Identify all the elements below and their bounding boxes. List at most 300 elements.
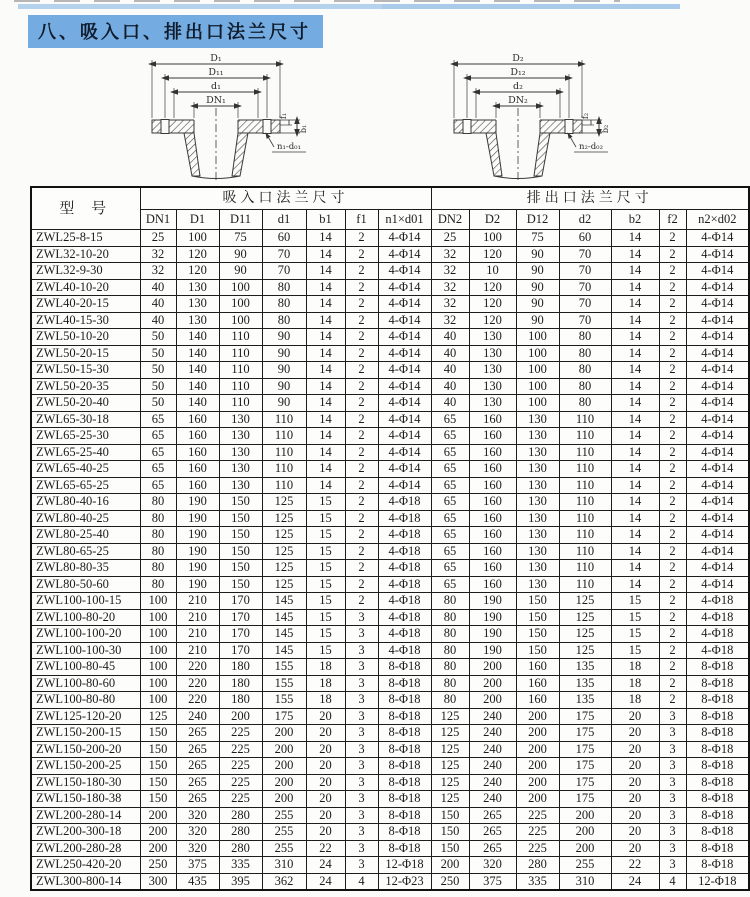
cell-d12: 130 — [516, 560, 559, 577]
cell-d2-outer: 160 — [469, 411, 516, 428]
cell-n1d01: 4-Φ14 — [378, 263, 431, 280]
cell-b2: 20 — [611, 824, 659, 841]
cell-d2-face: 80 — [559, 329, 611, 346]
cell-d2-outer: 120 — [469, 279, 516, 296]
cell-b1: 14 — [306, 230, 345, 247]
cell-n1d01: 4-Φ14 — [378, 329, 431, 346]
cell-model: ZWL80-65-25 — [31, 543, 140, 560]
header-d2-face: d2 — [559, 210, 611, 230]
flange-dimension-table — [30, 186, 750, 891]
cell-d1-outer: 190 — [176, 510, 219, 527]
cell-model: ZWL50-20-40 — [31, 395, 140, 412]
cell-dn1: 40 — [140, 279, 176, 296]
cell-d1-face: 70 — [262, 246, 306, 263]
cell-model: ZWL32-9-30 — [31, 263, 140, 280]
cell-b2: 20 — [611, 791, 659, 808]
cell-f1: 2 — [345, 329, 378, 346]
cell-n1d01: 4-Φ18 — [378, 626, 431, 643]
cell-model: ZWL25-8-15 — [31, 230, 140, 247]
cell-f1: 2 — [345, 560, 378, 577]
header-dn1: DN1 — [140, 210, 176, 230]
cell-d2-outer: 375 — [469, 873, 516, 890]
cell-d1-outer: 220 — [176, 659, 219, 676]
cell-d12: 200 — [516, 791, 559, 808]
cell-d2-face: 175 — [559, 774, 611, 791]
cell-d2-outer: 190 — [469, 626, 516, 643]
cell-d12: 90 — [516, 246, 559, 263]
dim-label-b1: b₁ — [299, 124, 308, 134]
cell-n1d01: 4-Φ14 — [378, 345, 431, 362]
page-title: 八、吸入口、排出口法兰尺寸 — [28, 15, 323, 48]
cell-n2d02: 8-Φ18 — [686, 824, 749, 841]
cell-n1d01: 4-Φ14 — [378, 230, 431, 247]
cell-d12: 90 — [516, 263, 559, 280]
cell-b1: 15 — [306, 560, 345, 577]
cell-dn1: 40 — [140, 296, 176, 313]
cell-model: ZWL100-80-80 — [31, 692, 140, 709]
cell-f1: 2 — [345, 461, 378, 478]
cell-d12: 225 — [516, 840, 559, 857]
cell-n2d02: 4-Φ14 — [686, 279, 749, 296]
cell-dn1: 65 — [140, 477, 176, 494]
cell-d1-outer: 265 — [176, 758, 219, 775]
cell-dn1: 50 — [140, 345, 176, 362]
header-d1-face: d1 — [262, 210, 306, 230]
cell-f1: 2 — [345, 527, 378, 544]
cell-d2-outer: 240 — [469, 774, 516, 791]
cell-f2: 2 — [659, 378, 686, 395]
cell-d2-outer: 160 — [469, 576, 516, 593]
table-row — [31, 873, 749, 890]
cell-dn2: 65 — [431, 444, 469, 461]
cell-d1-outer: 435 — [176, 873, 219, 890]
cell-n1d01: 8-Φ18 — [378, 725, 431, 742]
cell-n2d02: 8-Φ18 — [686, 857, 749, 874]
cell-f2: 2 — [659, 279, 686, 296]
cell-n2d02: 4-Φ14 — [686, 230, 749, 247]
cell-f2: 2 — [659, 510, 686, 527]
table-row — [31, 279, 749, 296]
cell-d2-face: 135 — [559, 692, 611, 709]
cell-model: ZWL40-10-20 — [31, 279, 140, 296]
cell-d2-outer: 100 — [469, 230, 516, 247]
cell-d2-outer: 160 — [469, 494, 516, 511]
cell-d2-outer: 200 — [469, 675, 516, 692]
cell-b2: 14 — [611, 246, 659, 263]
cell-d11: 225 — [219, 791, 262, 808]
cell-f2: 2 — [659, 626, 686, 643]
cell-model: ZWL50-20-35 — [31, 378, 140, 395]
cell-dn2: 65 — [431, 477, 469, 494]
table-row — [31, 543, 749, 560]
cell-dn2: 32 — [431, 246, 469, 263]
cell-d2-outer: 190 — [469, 609, 516, 626]
flange-dimension-table-wrap — [30, 186, 750, 891]
cell-d2-outer: 130 — [469, 395, 516, 412]
cell-n1d01: 4-Φ14 — [378, 428, 431, 445]
cell-d1-outer: 140 — [176, 362, 219, 379]
cell-b2: 24 — [611, 873, 659, 890]
cell-f1: 2 — [345, 477, 378, 494]
cell-n1d01: 8-Φ18 — [378, 741, 431, 758]
cell-d11: 225 — [219, 758, 262, 775]
cell-d12: 225 — [516, 807, 559, 824]
cell-d1-face: 90 — [262, 378, 306, 395]
cell-d11: 170 — [219, 609, 262, 626]
cell-b2: 14 — [611, 378, 659, 395]
cell-d12: 130 — [516, 510, 559, 527]
cell-model: ZWL100-80-60 — [31, 675, 140, 692]
cell-dn2: 65 — [431, 510, 469, 527]
cell-d2-face: 125 — [559, 609, 611, 626]
cell-dn1: 80 — [140, 543, 176, 560]
cell-n2d02: 4-Φ14 — [686, 411, 749, 428]
cell-d1-face: 80 — [262, 312, 306, 329]
cell-dn2: 80 — [431, 659, 469, 676]
table-row — [31, 840, 749, 857]
cell-b1: 14 — [306, 395, 345, 412]
cell-d12: 150 — [516, 593, 559, 610]
cell-d1-outer: 140 — [176, 395, 219, 412]
cell-dn1: 65 — [140, 444, 176, 461]
table-row — [31, 345, 749, 362]
table-row — [31, 741, 749, 758]
cell-f1: 2 — [345, 494, 378, 511]
cell-f2: 2 — [659, 593, 686, 610]
cell-d1-face: 110 — [262, 428, 306, 445]
cell-d12: 130 — [516, 477, 559, 494]
cell-d11: 90 — [219, 263, 262, 280]
cell-d1-face: 80 — [262, 279, 306, 296]
cell-d1-face: 110 — [262, 444, 306, 461]
cell-f1: 3 — [345, 741, 378, 758]
cell-model: ZWL300-800-14 — [31, 873, 140, 890]
header-n1d01: n1×d01 — [378, 210, 431, 230]
cell-d12: 160 — [516, 692, 559, 709]
table-row — [31, 494, 749, 511]
header-d2-outer: D2 — [469, 210, 516, 230]
cell-f2: 2 — [659, 675, 686, 692]
cell-d11: 90 — [219, 246, 262, 263]
cell-d2-face: 80 — [559, 395, 611, 412]
cell-d1-outer: 160 — [176, 444, 219, 461]
cell-dn2: 80 — [431, 626, 469, 643]
table-row — [31, 428, 749, 445]
cell-d11: 335 — [219, 857, 262, 874]
cell-model: ZWL40-15-30 — [31, 312, 140, 329]
cell-b2: 14 — [611, 428, 659, 445]
cell-d12: 75 — [516, 230, 559, 247]
cell-d2-outer: 160 — [469, 527, 516, 544]
table-row — [31, 758, 749, 775]
cell-b1: 18 — [306, 675, 345, 692]
cell-f1: 3 — [345, 725, 378, 742]
cell-n2d02: 4-Φ14 — [686, 527, 749, 544]
cell-dn1: 80 — [140, 576, 176, 593]
cell-model: ZWL50-15-30 — [31, 362, 140, 379]
cell-b1: 14 — [306, 444, 345, 461]
cell-d2-outer: 200 — [469, 692, 516, 709]
cell-d12: 160 — [516, 675, 559, 692]
cell-f1: 2 — [345, 378, 378, 395]
cell-d12: 150 — [516, 642, 559, 659]
cell-n2d02: 4-Φ14 — [686, 395, 749, 412]
cell-b2: 14 — [611, 395, 659, 412]
cell-b2: 18 — [611, 692, 659, 709]
cell-d2-face: 70 — [559, 246, 611, 263]
cell-d1-face: 155 — [262, 675, 306, 692]
table-row — [31, 708, 749, 725]
cell-f2: 2 — [659, 642, 686, 659]
cell-b2: 14 — [611, 477, 659, 494]
cell-d1-outer: 130 — [176, 296, 219, 313]
cell-d2-face: 70 — [559, 263, 611, 280]
header-suction-group: 吸入口法兰尺寸 — [140, 187, 431, 210]
cell-f1: 3 — [345, 708, 378, 725]
dim-label-D11: D₁₁ — [208, 67, 224, 78]
cell-dn2: 40 — [431, 378, 469, 395]
cell-n2d02: 8-Φ18 — [686, 725, 749, 742]
cell-n1d01: 8-Φ18 — [378, 708, 431, 725]
cell-d1-face: 125 — [262, 576, 306, 593]
cell-d11: 130 — [219, 411, 262, 428]
cell-b2: 14 — [611, 345, 659, 362]
cell-d11: 110 — [219, 378, 262, 395]
cell-d2-outer: 160 — [469, 444, 516, 461]
cell-d2-face: 175 — [559, 791, 611, 808]
cell-f2: 2 — [659, 609, 686, 626]
cell-d2-outer: 190 — [469, 593, 516, 610]
cell-b2: 20 — [611, 725, 659, 742]
cell-b2: 14 — [611, 362, 659, 379]
cell-f1: 2 — [345, 576, 378, 593]
cell-model: ZWL50-20-15 — [31, 345, 140, 362]
cell-d11: 225 — [219, 774, 262, 791]
cell-b2: 15 — [611, 609, 659, 626]
cell-d1-outer: 130 — [176, 312, 219, 329]
table-row — [31, 593, 749, 610]
cell-d11: 75 — [219, 230, 262, 247]
cell-d1-face: 255 — [262, 840, 306, 857]
cell-model: ZWL80-80-35 — [31, 560, 140, 577]
cell-n2d02: 8-Φ18 — [686, 659, 749, 676]
cell-d11: 150 — [219, 543, 262, 560]
cell-f1: 3 — [345, 692, 378, 709]
cell-dn1: 100 — [140, 609, 176, 626]
cell-dn2: 40 — [431, 362, 469, 379]
cell-n2d02: 8-Φ18 — [686, 807, 749, 824]
cell-b2: 14 — [611, 444, 659, 461]
cell-dn2: 40 — [431, 329, 469, 346]
cell-n1d01: 4-Φ14 — [378, 312, 431, 329]
cell-d12: 100 — [516, 362, 559, 379]
dim-label-DN2: DN₂ — [508, 95, 528, 106]
cell-f2: 2 — [659, 560, 686, 577]
table-row — [31, 675, 749, 692]
cell-f2: 3 — [659, 774, 686, 791]
cell-f2: 2 — [659, 263, 686, 280]
cell-d1-face: 125 — [262, 560, 306, 577]
cell-d2-face: 310 — [559, 873, 611, 890]
cell-dn1: 100 — [140, 675, 176, 692]
cell-d1-outer: 265 — [176, 741, 219, 758]
cell-model: ZWL150-180-30 — [31, 774, 140, 791]
cell-b2: 14 — [611, 296, 659, 313]
cell-d11: 395 — [219, 873, 262, 890]
cell-d12: 225 — [516, 824, 559, 841]
cell-n2d02: 4-Φ14 — [686, 477, 749, 494]
dim-label-DN1: DN₁ — [206, 95, 226, 106]
cell-d11: 110 — [219, 395, 262, 412]
flange-diagrams — [0, 48, 750, 184]
cell-d1-face: 200 — [262, 725, 306, 742]
cell-d12: 200 — [516, 708, 559, 725]
cell-dn2: 32 — [431, 263, 469, 280]
cell-d2-face: 175 — [559, 758, 611, 775]
cell-model: ZWL80-40-25 — [31, 510, 140, 527]
cell-d11: 110 — [219, 345, 262, 362]
cell-b1: 15 — [306, 510, 345, 527]
cell-b1: 14 — [306, 263, 345, 280]
cell-d2-outer: 240 — [469, 791, 516, 808]
cell-d12: 90 — [516, 312, 559, 329]
cell-d2-outer: 130 — [469, 378, 516, 395]
cell-d1-face: 200 — [262, 741, 306, 758]
cell-dn2: 40 — [431, 345, 469, 362]
cell-b2: 22 — [611, 857, 659, 874]
cell-d11: 150 — [219, 510, 262, 527]
cell-b2: 20 — [611, 708, 659, 725]
cell-n2d02: 8-Φ18 — [686, 708, 749, 725]
cell-f2: 2 — [659, 296, 686, 313]
cell-model: ZWL65-25-30 — [31, 428, 140, 445]
cell-d1-face: 362 — [262, 873, 306, 890]
cell-model: ZWL250-420-20 — [31, 857, 140, 874]
cell-d2-face: 110 — [559, 444, 611, 461]
cell-d1-outer: 210 — [176, 642, 219, 659]
table-row — [31, 246, 749, 263]
cell-b1: 14 — [306, 428, 345, 445]
table-row — [31, 692, 749, 709]
cell-dn1: 200 — [140, 824, 176, 841]
table-row — [31, 411, 749, 428]
cell-f1: 2 — [345, 395, 378, 412]
cell-d12: 200 — [516, 774, 559, 791]
cell-d1-outer: 160 — [176, 428, 219, 445]
cell-d1-outer: 120 — [176, 246, 219, 263]
cell-f2: 2 — [659, 477, 686, 494]
cell-b1: 14 — [306, 312, 345, 329]
cell-d2-face: 125 — [559, 642, 611, 659]
cell-dn1: 50 — [140, 329, 176, 346]
cell-d12: 200 — [516, 725, 559, 742]
cell-b1: 15 — [306, 609, 345, 626]
cell-d1-face: 125 — [262, 543, 306, 560]
cell-f2: 3 — [659, 824, 686, 841]
table-row — [31, 461, 749, 478]
cell-f1: 3 — [345, 774, 378, 791]
cell-f2: 2 — [659, 444, 686, 461]
cell-f1: 3 — [345, 609, 378, 626]
cell-dn1: 125 — [140, 708, 176, 725]
cell-b1: 22 — [306, 840, 345, 857]
cell-f2: 3 — [659, 758, 686, 775]
cell-n1d01: 8-Φ18 — [378, 659, 431, 676]
dim-label-n2-d02: n₂-d₀₂ — [578, 142, 604, 152]
cell-dn2: 32 — [431, 296, 469, 313]
cell-d1-face: 155 — [262, 692, 306, 709]
cell-d11: 110 — [219, 329, 262, 346]
cell-b1: 15 — [306, 642, 345, 659]
table-body — [31, 230, 749, 891]
cell-dn2: 80 — [431, 692, 469, 709]
cell-model: ZWL100-100-15 — [31, 593, 140, 610]
cell-b1: 15 — [306, 494, 345, 511]
cell-f2: 2 — [659, 576, 686, 593]
cell-d11: 200 — [219, 708, 262, 725]
cell-n1d01: 8-Φ18 — [378, 824, 431, 841]
cell-dn1: 50 — [140, 395, 176, 412]
cell-b1: 15 — [306, 543, 345, 560]
cell-dn1: 100 — [140, 659, 176, 676]
cell-d12: 130 — [516, 527, 559, 544]
cell-d2-outer: 320 — [469, 857, 516, 874]
cell-dn1: 200 — [140, 840, 176, 857]
cell-b1: 14 — [306, 345, 345, 362]
cell-dn1: 250 — [140, 857, 176, 874]
cell-model: ZWL125-120-20 — [31, 708, 140, 725]
cell-d2-face: 110 — [559, 411, 611, 428]
cell-dn1: 150 — [140, 791, 176, 808]
cell-b1: 20 — [306, 774, 345, 791]
cell-n2d02: 8-Φ18 — [686, 840, 749, 857]
cell-n1d01: 4-Φ14 — [378, 461, 431, 478]
cell-d11: 100 — [219, 312, 262, 329]
cell-dn1: 40 — [140, 312, 176, 329]
cell-d11: 170 — [219, 642, 262, 659]
cell-d1-outer: 190 — [176, 543, 219, 560]
table-row — [31, 576, 749, 593]
cell-d12: 130 — [516, 444, 559, 461]
cell-n2d02: 4-Φ14 — [686, 246, 749, 263]
cell-dn2: 65 — [431, 527, 469, 544]
cell-model: ZWL65-25-40 — [31, 444, 140, 461]
cell-d2-outer: 265 — [469, 840, 516, 857]
cell-f1: 2 — [345, 428, 378, 445]
cell-b1: 14 — [306, 362, 345, 379]
cell-f2: 3 — [659, 741, 686, 758]
cell-dn1: 150 — [140, 741, 176, 758]
dim-label-d1: d₁ — [211, 81, 221, 92]
cell-f2: 2 — [659, 246, 686, 263]
cell-b2: 14 — [611, 279, 659, 296]
cell-d12: 150 — [516, 609, 559, 626]
cell-f1: 2 — [345, 296, 378, 313]
cell-d1-outer: 265 — [176, 791, 219, 808]
cell-d2-outer: 120 — [469, 312, 516, 329]
cell-d1-outer: 240 — [176, 708, 219, 725]
table-row — [31, 230, 749, 247]
table-row — [31, 824, 749, 841]
cell-model: ZWL100-80-20 — [31, 609, 140, 626]
cell-dn1: 80 — [140, 560, 176, 577]
cell-f2: 3 — [659, 791, 686, 808]
cell-n2d02: 4-Φ14 — [686, 362, 749, 379]
cell-d11: 130 — [219, 461, 262, 478]
cell-f2: 2 — [659, 395, 686, 412]
cell-f1: 4 — [345, 873, 378, 890]
cell-n2d02: 4-Φ18 — [686, 642, 749, 659]
